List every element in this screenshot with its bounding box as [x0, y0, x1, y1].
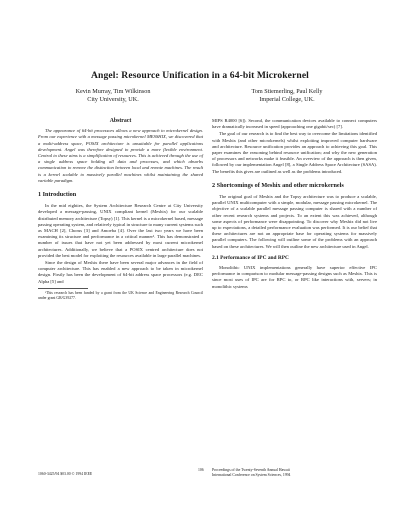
author-affiliation: City University, UK. [87, 96, 139, 103]
author-list [38, 88, 362, 104]
issn-line: 1060-3425/94 $03.00 © 1994 IEEE [38, 472, 93, 476]
body-paragraph: MIPS R4000 [6]). Second, the communication devices available to connect computers have dramatically increased in speed (approaching one gigabit/sec) [7]. [212, 118, 377, 130]
left-column [38, 118, 203, 301]
footnote-rule [38, 288, 88, 289]
author-names: Tom Stiemerling, Paul Kelly [251, 88, 323, 95]
proceedings-info [212, 468, 362, 478]
body-paragraph: Since the design of Meshix there have been several major advances in the field of computer architecture. This has enabled a new approach to be taken in microkernel design. Firstly has been the development of 64-bit address space processors (e.g. DEC Alpha [5] and [38, 260, 203, 284]
right-column [212, 118, 377, 291]
paper-title: Angel: Resource Unification in a 64-bit Microkernel [91, 70, 309, 81]
author-names: Kevin Murray, Tim Wilkinson [75, 88, 151, 95]
page-number: 106 [198, 468, 204, 472]
proceedings-line: International Conference on System Sciences, 1994 [212, 472, 291, 477]
body-paragraph: The goal of our research is to find the best way to overcome the limitations identified with Meshix (and other microkernels) whilst exploiting improved computer hardware and architecture. Resource unification provides an approach to achieving this goal. This paper examines the reasoning behind resource unification; and why the new generation of processors and networks make it feasible. An overview of the approach is then given, followed by our implementation Angel [8], a Single Address Space Architecture (SASA). The benefits this gives are outlined as well as the problems introduced. [212, 131, 377, 174]
section-heading-introduction: 1 Introduction [38, 191, 77, 199]
body-paragraph: The original goal of Meshix and the Topsy architecture was to produce a scalable, parallel UNIX multicomputer with a simple, modular, message passing microkernel. The objective of a scalable parallel message passing computer is shared with a number of other recent research systems and projects. To an extent this was achieved, although some aspects of performance were disappointing. To discover why Meshix did not live up to expectations, a detailed performance evaluation was performed. It is our belief that these architectures are not an appropriate base for operating systems for massively parallel computers. The following will outline some of the problems with an approach based on these architectures. We will then outline the new architecture used in Angel. [212, 194, 377, 249]
footnote: ¹This research has been funded by a grant from the UK Science and Engineering Research Council under grant GR/G39277. [38, 290, 203, 300]
subsection-heading-ipc: 2.1 Performance of IPC and RPC [212, 254, 289, 261]
body-paragraph: Monolithic UNIX implementations generally have superior effective IPC performance in comparison to modular message-passing designs such as Meshix. This is since most uses of IPC are for RPC to, or RPC like interactions with, servers; in monolithic systems [212, 265, 377, 289]
abstract-heading: Abstract [109, 118, 132, 124]
abstract-text: The appearance of 64-bit processors allows a new approach to microkernel design. From our experience with a message passing microkernel MESSHIX, we discovered that a multi-address space, POSIX architecture is unsuitable for parallel applications development. Angel was therefore designed to provide a more flexible environment. Central to these aims is a simplification of resources. This is achieved through the use of a single address space holding all data and processes, and which absorbs communication to remove the distinction between local and remote machines. The result is a kernel scalable to massively parallel machines whilst maintaining the shared variable paradigm. [38, 128, 203, 183]
author-block-imperial [212, 88, 362, 104]
section-heading-shortcomings: 2 Shortcomings of Meshix and other microkernels [212, 181, 344, 189]
proceedings-line: Proceedings of the Twenty-Seventh Annual Hawaii [212, 468, 290, 472]
body-paragraph: In the mid eighties, the System Architecture Research Centre at City University developed a message-passing, UNIX compliant kernel (Meshix) for our scalable distributed memory architecture (Topsy) [1]. This kernel is a microkernel based, message passing operating system, and relatively typical in structure to many current systems such as MACH [2], Chorus [3] and Amoeba [4]. Over the last two years we have been examining its structure and performance in a critical manner¹. This has demonstrated a number of issues that have not yet been addressed by most current microkernel architectures. Additionally, we believe that a POSIX centred architecture does not provided the best model for exploiting the resources available in large parallel machines. [38, 203, 203, 258]
author-block-city [38, 88, 188, 104]
author-affiliation: Imperial College, UK. [259, 96, 315, 103]
